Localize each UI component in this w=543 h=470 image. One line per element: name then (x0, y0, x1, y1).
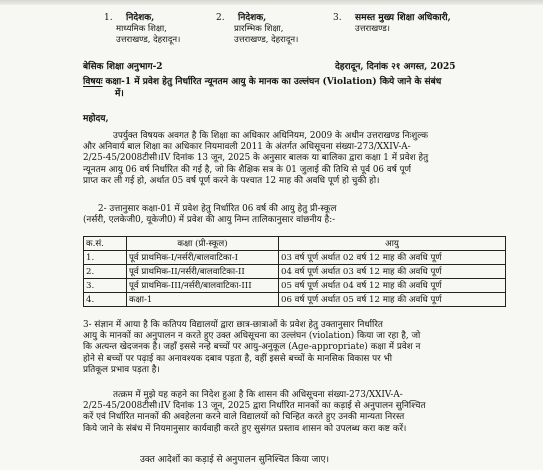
paragraph-4 (83, 390, 468, 435)
table-cell: 1. (84, 251, 127, 265)
scan-top-edge (0, 0, 543, 5)
table-header-row (84, 237, 506, 251)
recipient-title: निदेशक, (238, 13, 267, 23)
recipient-number: 1. (104, 13, 113, 23)
paragraph-line: और अनिवार्य बाल शिक्षा का अधिकार नियमावली 2011 के अंतर्गत अधिसूचना संख्या-273/XXIV-A- (83, 142, 411, 153)
column-header-age: आयु (279, 237, 506, 251)
column-header-serial: क.सं. (84, 237, 127, 251)
paragraph-line: कि अत्यन्त खेदजनक है। जहाँ इससे नन्हे बच्चों पर आयु-अनुकूल (Age-appropriate) कक्षा में प्रवेश न (83, 342, 421, 353)
recipient-place: उत्तराखण्ड, देहरादून। (234, 34, 299, 45)
table-cell: 05 वर्ष पूर्ण अर्थात 04 वर्ष 12 माह की अवधि पूर्ण (279, 279, 506, 293)
table-row (84, 279, 506, 293)
table-row (84, 293, 506, 307)
paragraph-line: आयु के मानकों का अनुपालन न करते हुए उक्त अधिसूचना का उल्लंघन (violation) किया जा रहा है, जो (83, 331, 421, 342)
recipient-number: 2. (216, 13, 225, 23)
subject-line-1: कक्षा-1 में प्रवेश हेतु निर्धारित न्यूनतम आयु के मानक का उल्लंघन (Violation) किये जाने के संबंध (105, 77, 442, 87)
paragraph-line: करें एवं निर्धारित मानकों की अवहेलना करने वाले विद्यालयों को चिन्हित करते हुए उनकी मान्यता निरस्त (83, 412, 405, 423)
table-cell: 2. (84, 265, 127, 279)
table-cell: 04 वर्ष पूर्ण अर्थात 03 वर्ष 12 माह की अवधि पूर्ण (279, 265, 506, 279)
paragraph-line: 2- उत्तानुसार कक्षा-01 में प्रवेश हेतु निर्धारित 06 वर्ष की आयु हेतु प्री-स्कूल (98, 204, 337, 214)
recipient-title: समस्त मुख्य शिक्षा अधिकारी, (355, 13, 451, 23)
recipient-title: निदेशक, (126, 13, 155, 23)
paragraph-line: तत्क्रम में मुझे यह कहने का निदेश हुआ है कि शासन की अधिसूचना संख्या-273/XXIV-A- (113, 390, 403, 400)
recipient-dept: उत्तराखण्ड। (355, 24, 390, 34)
table-cell: पूर्व प्राथमिक-I/नर्सरी/बालवाटिका-I (127, 251, 279, 265)
paragraph-line: 3- संज्ञान में आया है कि कतिपय विद्यालयों द्वारा छात्र-छात्राओं के प्रवेश हेतु उक्तानुसार निर्धारित (83, 320, 383, 330)
table-cell: 4. (84, 293, 127, 307)
table-cell: 06 वर्ष पूर्ण अर्थात 05 वर्ष 12 माह की अवधि पूर्ण (279, 293, 506, 307)
recipient-number: 3. (333, 13, 342, 23)
paragraph-line: किये जाने के संबंध में नियमानुसार कार्यवाही करते हुए सुसंगत प्रस्ताव शासन को उपलब्ध करा कष्ट करें। (83, 423, 407, 434)
table-cell: पूर्व प्राथमिक-III/नर्सरी/बालवाटिका-III (127, 279, 279, 293)
paragraph-line: 2/25-45/2008टीसी।IV दिनांक 13 जून, 2025 द्वारा निर्धारित मानकों का कड़ाई से अनुपालन सुनिश्चित (83, 401, 426, 412)
paragraph-line: प्राप्त कर ली गई हो, अर्थात 05 वर्ष पूर्ण करने के पश्चात 12 माह की अवधि पूर्ण हो चुकी हो। (83, 175, 380, 186)
recipient-place: उत्तराखण्ड, देहरादून। (116, 34, 181, 45)
paragraph-line: न्यूनतम आयु 06 वर्ष निर्धारित की गई है, जो कि शैक्षिक सत्र के 01 जुलाई की तिथि से पूर्व 06 वर्ष पूर्ण (83, 164, 411, 175)
letter-date: देहरादून, दिनांक २१ अगस्त, 2025 (335, 62, 456, 72)
paragraph-line: 2/25-45/2008टीसी।IV दिनांक 13 जून, 2025 के अनुसार बालक या बालिका द्वारा कक्षा 1 में प्रवेश हेतु (83, 153, 429, 164)
table-cell: 3. (84, 279, 127, 293)
table-cell: पूर्व प्राथमिक-II/नर्सरी/बालवाटिका-II (127, 265, 279, 279)
closing-line: उक्त आदेशों का कड़ाई से अनुपालन सुनिश्चित किया जाए। (140, 455, 330, 465)
subject-label: विषयः (83, 77, 103, 87)
paragraph-line: उपर्युक्त विषयक अवगत है कि शिक्षा का अधिकार अधिनियम, 2009 के अधीन उत्तराखण्ड निःशुल्क (113, 131, 428, 141)
subject-line-2: में। (115, 89, 124, 99)
recipient-dept: माध्यमिक शिक्षा, (116, 24, 167, 34)
salutation: महोदय, (83, 114, 109, 124)
table-row (84, 251, 506, 265)
table-cell: 03 वर्ष पूर्ण अर्थात 02 वर्ष 12 माह की अवधि पूर्ण (279, 251, 506, 265)
section-name: बेसिक शिक्षा अनुभाग-2 (83, 62, 163, 72)
paragraph-2 (83, 204, 468, 226)
recipient-3 (333, 13, 503, 35)
recipient-dept: प्रारम्भिक शिक्षा, (234, 24, 284, 34)
age-table (83, 236, 506, 307)
paragraph-1 (83, 131, 468, 187)
column-header-class: कक्षा (प्री-स्कूल) (127, 237, 279, 251)
paragraph-line: (नर्सरी, एलकेजी0, यूकेजी0) में प्रवेश की आयु निम्न तालिकानुसार वांछनीय है:- (83, 215, 336, 226)
paragraph-line: होने से बच्चों पर पढ़ाई का अनावश्यक दबाव पड़ता है, वहीं इससे बच्चों के मानसिक विकास पर भी (83, 353, 393, 364)
table-row (84, 265, 506, 279)
paragraph-3 (83, 320, 468, 376)
subject-block (83, 77, 441, 88)
table-cell: कक्षा-1 (127, 293, 279, 307)
paragraph-line: प्रतिकूल प्रभाव पड़ता है। (83, 364, 160, 375)
